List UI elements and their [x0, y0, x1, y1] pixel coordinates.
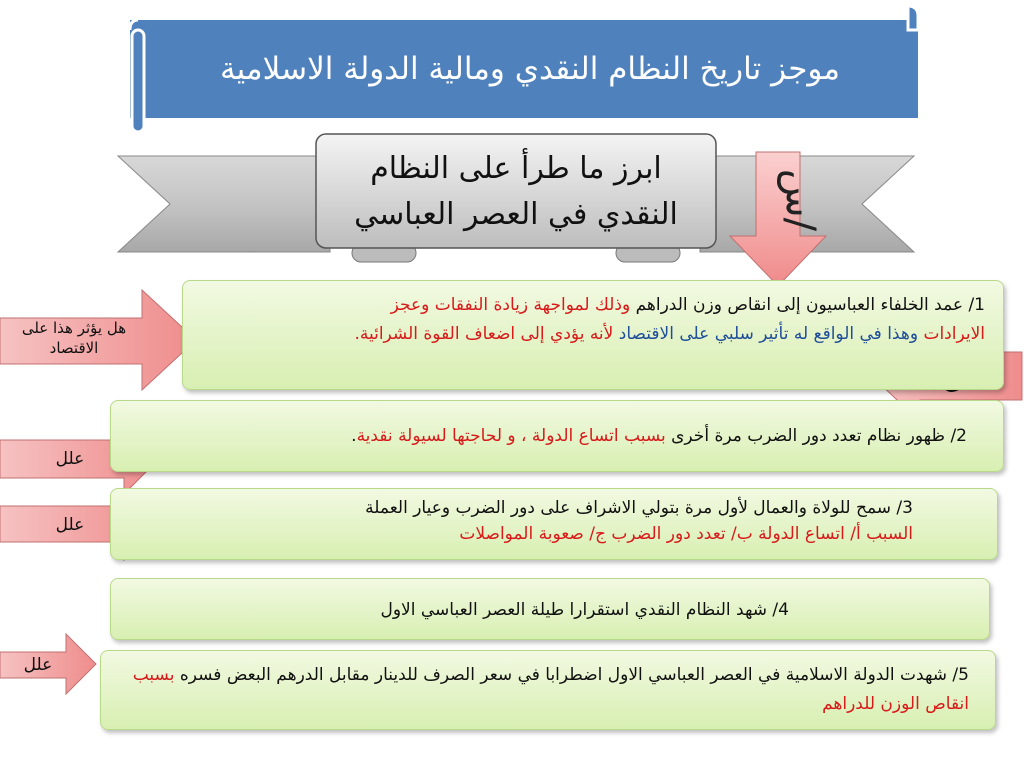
item-2-period: . — [351, 426, 357, 446]
item-box-3 — [110, 488, 998, 560]
reason-arrow-3-label: علل — [55, 515, 85, 535]
effect-arrow-label: هل يؤثر هذا على الاقتصاد — [21, 319, 127, 357]
item-3-reasons: السبب أ/ اتساع الدولة ب/ تعدد دور الضرب ج/ صعوبة المواصلات — [459, 524, 913, 544]
item-3-text: 3/ سمح للولاة والعمال لأول مرة بتولي الاشراف على دور الضرب وعيار العملة — [365, 498, 913, 518]
item-box-1 — [182, 280, 1004, 390]
item-box-4 — [110, 578, 990, 640]
question-line-1: ابرز ما طرأ على النظام — [370, 151, 662, 186]
item-1-text: 1/ عمد الخلفاء العباسيون إلى انقاص وزن الدراهم — [630, 295, 985, 315]
item-5-text: 5/ شهدت الدولة الاسلامية في العصر العباسي الاول اضطرابا في سعر الصرف للدينار مقابل الدرهم البعض فسره — [174, 665, 969, 685]
question-line-2: النقدي في العصر العباسي — [354, 197, 678, 232]
reason-arrow-2-label: علل — [55, 449, 85, 469]
item-2-text: 2/ ظهور نظام تعدد دور الضرب مرة أخرى — [665, 426, 967, 446]
page-title: موجز تاريخ النظام النقدي ومالية الدولة الاسلامية — [220, 51, 840, 87]
item-box-2 — [110, 400, 1004, 472]
item-box-5 — [100, 650, 996, 730]
question-glyph: س/ — [777, 168, 823, 232]
reason-arrow-5-label: علل — [23, 655, 53, 675]
item-1-reason: وذلك لمواجهة زيادة النفقات وعجز الايرادات — [390, 295, 985, 344]
question-box — [318, 140, 714, 244]
item-1-effect: وهذا في الواقع له تأثير سلبي على الاقتصاد — [613, 324, 924, 344]
item-5-reason: بسبب انقاص الوزن للدراهم — [132, 665, 969, 714]
item-4-text: 4/ شهد النظام النقدي استقرارا طيلة العصر العباسي الاول — [380, 600, 789, 620]
item-1-explanation: لأنه يؤدي إلى اضعاف القوة الشرائية. — [354, 324, 614, 344]
item-2-reason: بسبب اتساع الدولة ، و لحاجتها لسيولة نقدية — [356, 426, 666, 446]
